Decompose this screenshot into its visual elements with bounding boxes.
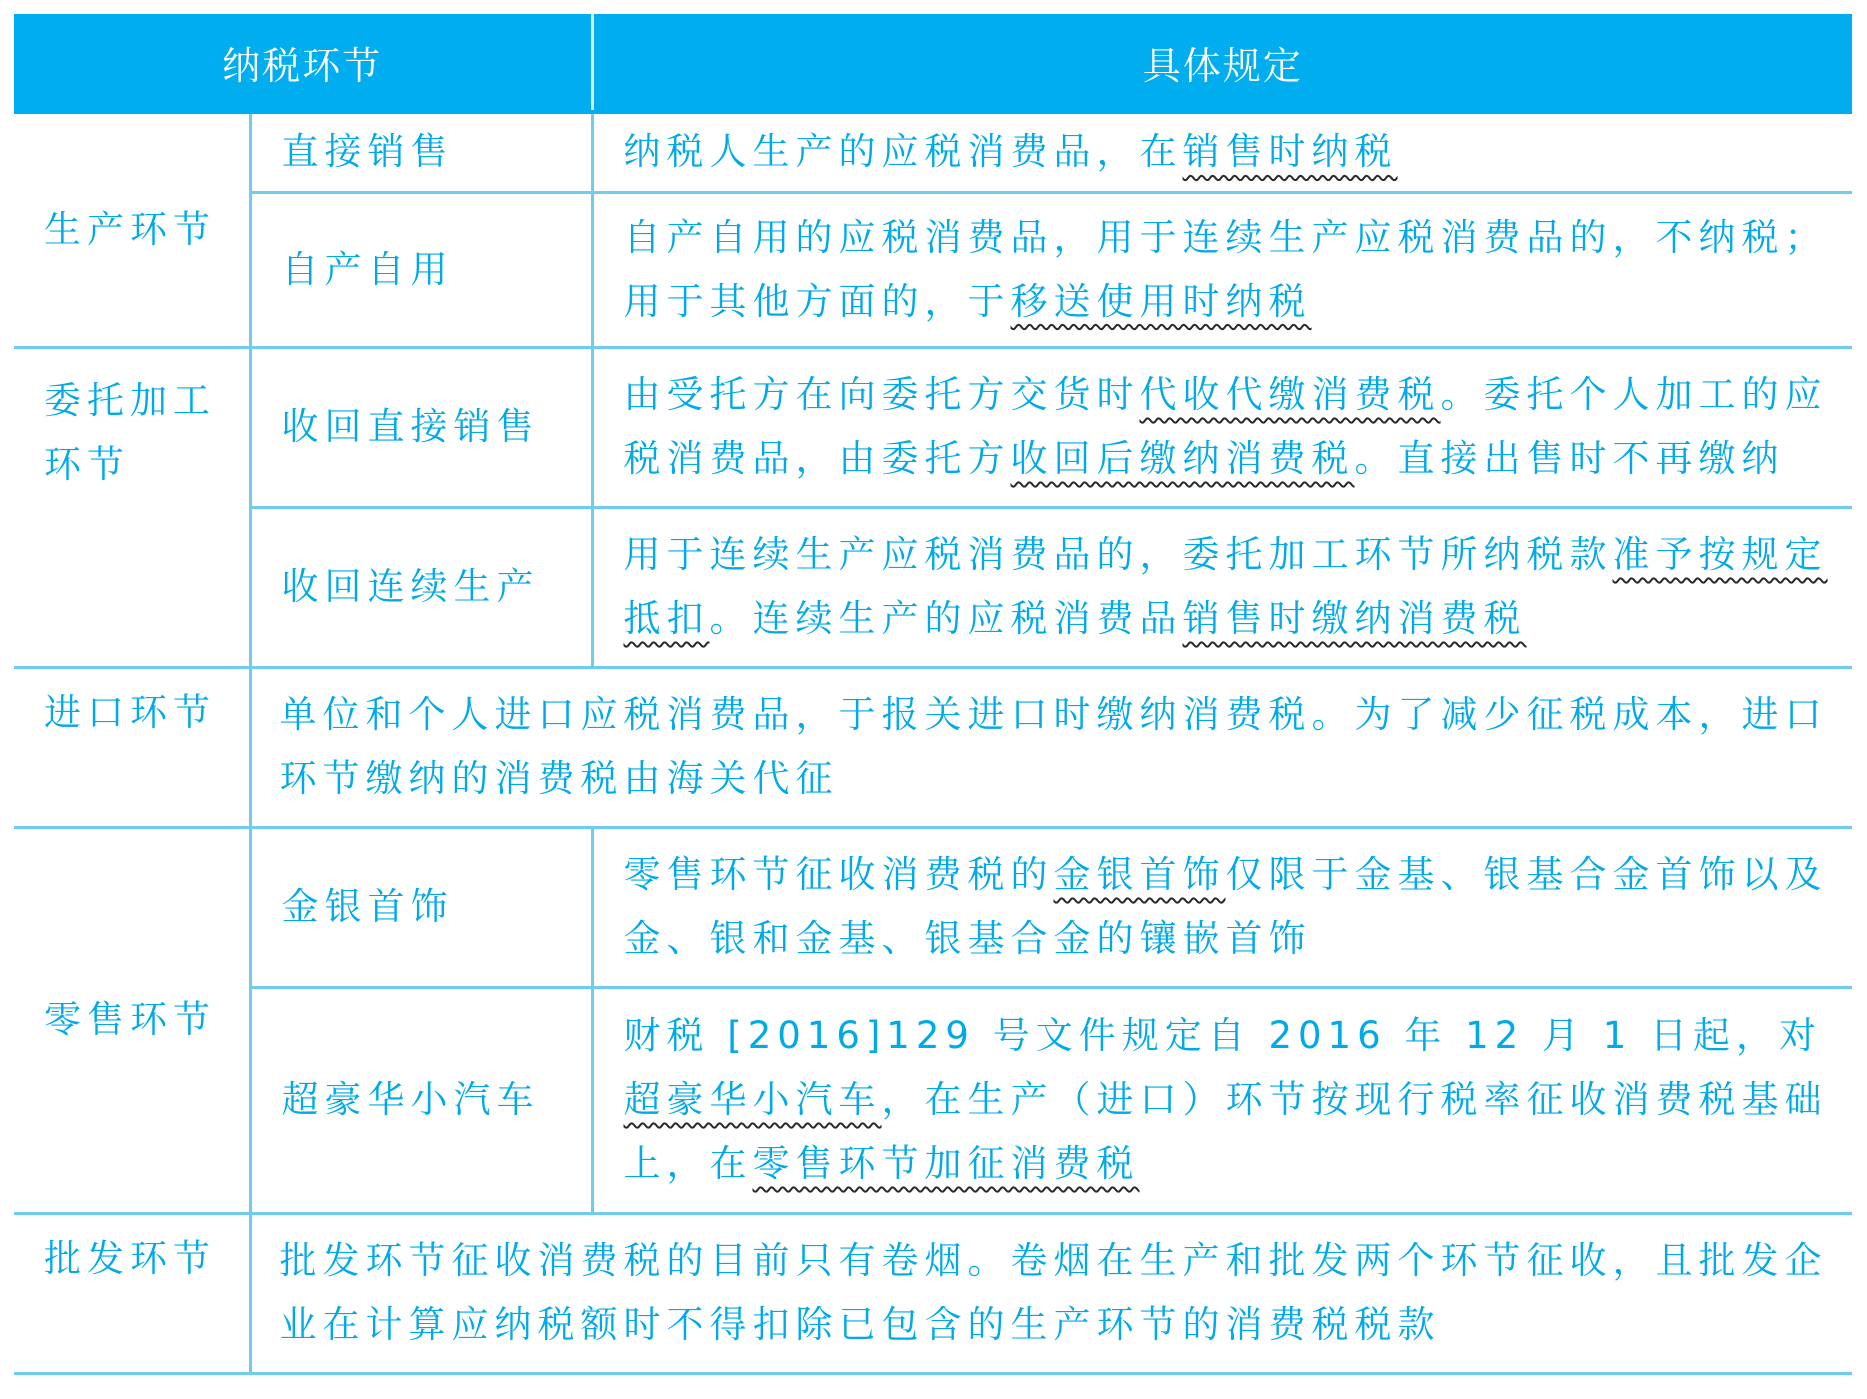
- emphasis-underline: 超豪华小汽车: [623, 1078, 882, 1121]
- table-row: [14, 827, 1852, 987]
- provision-jewelry: 零售环节征收消费税的金银首饰仅限于金基、银基合金首饰以及金、银和金基、银基合金的镶嵌首饰: [592, 827, 1852, 987]
- provision-luxury-car: 财税 [2016]129 号文件规定自 2016 年 12 月 1 日起，对超豪华小汽车，在生产（进口）环节按现行税率征收消费税基础上，在零售环节加征消费税: [592, 987, 1852, 1213]
- emphasis-underline: 销售时纳税: [1182, 130, 1398, 174]
- emphasis-underline: 零售环节加征消费税: [752, 1142, 1140, 1185]
- table-row: [14, 112, 1852, 192]
- stage-wholesale: 批发环节: [14, 1213, 250, 1373]
- provision-import: 单位和个人进口应税消费品，于报关进口时缴纳消费税。为了减少征税成本，进口环节缴纳的消费税由海关代征: [250, 667, 1852, 827]
- provision-wholesale: 批发环节征收消费税的目前只有卷烟。卷烟在生产和批发两个环节征收，且批发企业在计算应纳税额时不得扣除已包含的生产环节的消费税税款: [250, 1213, 1852, 1373]
- table-row: [14, 667, 1852, 827]
- stage-processing: 委托加工环节: [14, 347, 250, 667]
- emphasis-underline: 准予按规定抵扣: [623, 533, 1828, 640]
- sub-recover-sale: 收回直接销售: [250, 347, 592, 507]
- header-provisions: 具体规定: [592, 14, 1852, 112]
- table-row: [14, 347, 1852, 507]
- sub-direct-sale: 直接销售: [250, 112, 592, 192]
- stage-import: 进口环节: [14, 667, 250, 827]
- emphasis-underline: 收回后缴纳消费税: [1010, 437, 1355, 480]
- header-tax-stage: 纳税环节: [14, 14, 592, 112]
- consumption-tax-stages-table: [14, 14, 1852, 1375]
- table-row: [14, 192, 1852, 347]
- emphasis-underline: 金银首饰: [1053, 853, 1226, 896]
- provision-direct-sale: 纳税人生产的应税消费品，在销售时纳税: [592, 112, 1852, 192]
- emphasis-underline: 代收代缴消费税: [1139, 373, 1441, 416]
- header-row: [14, 14, 1852, 112]
- emphasis-underline: 销售时缴纳消费税: [1182, 597, 1527, 640]
- sub-luxury-car: 超豪华小汽车: [250, 987, 592, 1213]
- sub-jewelry: 金银首饰: [250, 827, 592, 987]
- stage-production: 生产环节: [14, 112, 250, 347]
- provision-recover-sale: 由受托方在向委托方交货时代收代缴消费税。委托个人加工的应税消费品，由委托方收回后缴纳消费税。直接出售时不再缴纳: [592, 347, 1852, 507]
- table-row: [14, 987, 1852, 1213]
- emphasis-underline: 移送使用时纳税: [1010, 279, 1312, 323]
- sub-recover-production: 收回连续生产: [250, 507, 592, 667]
- sub-self-use: 自产自用: [250, 192, 592, 347]
- provision-recover-production: 用于连续生产应税消费品的，委托加工环节所纳税款准予按规定抵扣。连续生产的应税消费品销售时缴纳消费税: [592, 507, 1852, 667]
- provision-self-use: 自产自用的应税消费品，用于连续生产应税消费品的，不纳税；用于其他方面的，于移送使用时纳税: [592, 192, 1852, 347]
- stage-retail: 零售环节: [14, 827, 250, 1213]
- table-row: [14, 1213, 1852, 1373]
- table-row: [14, 507, 1852, 667]
